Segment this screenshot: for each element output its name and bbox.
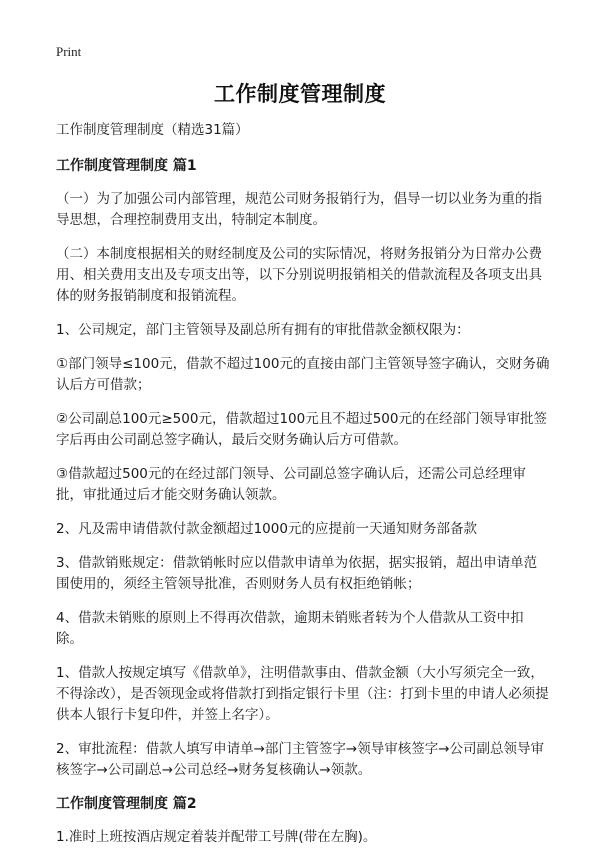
page-title: 工作制度管理制度 — [214, 82, 386, 106]
paragraph: 3、借款销账规定：借款销帐时应以借款申请单为依据，据实报销，超出申请单范围使用的，须经主管领导批准，否则财务人员有权拒绝销帐； — [56, 555, 538, 592]
paragraph: ②公司副总100元≥500元，借款超过100元且不超过500元的在经部门领导审批签字后再由公司副总签字确认，最后交财务确认后方可借款。 — [56, 411, 547, 448]
paragraph: 1.准时上班按酒店规定着装并配带工号牌(带在左胸)。 — [56, 829, 377, 845]
paragraph: （一）为了加强公司内部管理，规范公司财务报销行为，倡导一切以业务为重的指导思想，合理控制费用支出，特制定本制度。 — [56, 191, 542, 228]
section-heading: 工作制度管理制度 篇1 — [56, 158, 197, 174]
paragraph: 1、公司规定，部门主管领导及副总所有拥有的审批借款金额权限为： — [56, 322, 470, 338]
document-body — [56, 120, 550, 861]
section-heading: 工作制度管理制度 篇2 — [56, 796, 197, 812]
document-subtitle: 工作制度管理制度（精选31篇） — [56, 122, 249, 138]
print-label: Print — [56, 44, 82, 59]
paragraph: ①部门领导≤100元，借款不超过100元的直接由部门主管领导签字确认，交财务确认后方可借款； — [56, 356, 550, 393]
paragraph: （二）本制度根据相关的财经制度及公司的实际情况，将财务报销分为日常办公费用、相关费用支出及专项支出等，以下分别说明报销相关的借款流程及各项支出具体的财务报销制度和报销流程。 — [56, 246, 542, 304]
paragraph: ③借款超过500元的在经过部门领导、公司副总签字确认后，还需公司总经理审批，审批通过后才能交财务确认领款。 — [56, 466, 526, 503]
paragraph: 1、借款人按规定填写《借款单》，注明借款事由、借款金额（大小写须完全一致，不得涂改），是否领现金或将借款打到指定银行卡里（注：打到卡里的申请人必须提供本人银行卡复印件，并签上名字）。 — [56, 665, 549, 723]
paragraph: 2、凡及需申请借款付款金额超过1000元的应提前一天通知财务部备款 — [56, 521, 477, 537]
paragraph: 4、借款未销账的原则上不得再次借款，逾期未销账者转为个人借款从工资中扣除。 — [56, 610, 524, 647]
paragraph: 2、审批流程：借款人填写申请单→部门主管签字→领导审核签字→公司副总领导审核签字→公司副总→公司总经→财务复核确认→领款。 — [56, 741, 545, 778]
